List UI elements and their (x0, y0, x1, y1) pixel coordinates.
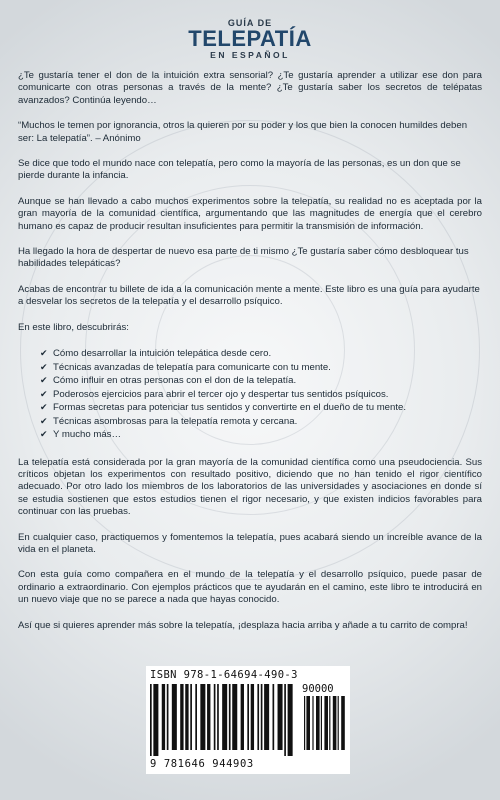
check-icon: ✔ (40, 361, 48, 372)
list-item: ✔ Formas secretas para potenciar tus sentidos y convertirte en el dueño de tu mente. (40, 402, 407, 414)
paragraph-quote: “Muchos le temen por ignorancia, otros la quieren por su poder y los que bien la conocen humildes deben ser: La telepatía”. – Anónimo (18, 120, 468, 144)
check-icon: ✔ (40, 348, 48, 359)
paragraph-intro: ¿Te gustaría tener el don de la intuición extra sensorial? ¿Te gustaría aprender a utilizar ese don para comunicarte con otras personas a través de la mente? ¿Te gustaría saber los secretos de telépatas avanzados? Continúa leyendo… (18, 70, 482, 106)
blurb-text (18, 70, 482, 645)
paragraph-list-intro: En este libro, descubrirás: (18, 321, 129, 333)
price-addon-number: 90000 (302, 683, 334, 695)
cover-header (0, 18, 500, 60)
check-icon: ✔ (40, 415, 48, 426)
list-item: ✔ Y mucho más… (40, 429, 122, 441)
ean-number: 9 781646 944903 (150, 758, 254, 770)
list-item: ✔ Cómo influir en otras personas con el don de la telepatía. (40, 375, 297, 387)
check-icon: ✔ (40, 402, 48, 413)
barcode-addon-bars-icon (304, 696, 346, 756)
check-icon: ✔ (40, 429, 48, 440)
paragraph-10: Con esta guía como compañera en el mundo de la telepatía y el desarrollo psíquico, puede pasar de ordinario a extraordinario. Con ejemplos prácticos que te ayudarán en el camino, este libro te introducirá en un nuevo viaje que no se parece a nada que hayas conocido. (18, 569, 482, 606)
header-title: TELEPATÍA (188, 26, 312, 51)
isbn-barcode (146, 666, 350, 774)
list-item: ✔ Técnicas avanzadas de telepatía para comunicarte con tu mente. (40, 361, 331, 373)
header-subtitle: EN ESPAÑOL (210, 50, 290, 60)
paragraph-9: En cualquier caso, practiquemos y fomentemos la telepatía, pues acabará siendo un increíble avance de la vida en el planeta. (18, 531, 482, 556)
paragraph-4: Aunque se han llevado a cabo muchos experimentos sobre la telepatía, su realidad no es aceptada por la gran mayoría de la comunidad científica, argumentando que las magnitudes de energía que el cerebro humano es capaz de producir resultan insuficientes para permitir la transmisión de información. (18, 195, 482, 232)
list-item: ✔ Técnicas asombrosas para la telepatía remota y cercana. (40, 415, 298, 427)
check-icon: ✔ (40, 388, 48, 399)
header-guide-label: GUÍA DE (227, 18, 273, 28)
isbn-label: ISBN 978-1-64694-490-3 (150, 669, 298, 681)
paragraph-call-to-action: Así que si quieres aprender más sobre la telepatía, ¡desplaza hacia arriba y añade a tu carrito de compra! (18, 619, 468, 631)
paragraph-3: Se dice que todo el mundo nace con telepatía, pero como la mayoría de las personas, es un don que se pierde durante la infancia. (18, 158, 461, 182)
check-icon: ✔ (40, 375, 48, 386)
paragraph-6: Acabas de encontrar tu billete de ida a la comunicación mente a mente. Este libro es una guía para ayudarte a desvelar los secretos de la telepatía y el desarrollo psíquico. (18, 283, 480, 308)
paragraph-8: La telepatía está considerada por la gran mayoría de la comunidad científica como una pseudociencia. Sus críticos objetan los experimentos con resultado positivo, diciendo que no han tenido el rigor científico adecuado. Por otro lado los miembros de los laboratorios de las universidades y asociaciones en donde sí se estudia sostienen que estos estudios tienen el rigor necesario, y que existen indicios favorables para continuar con las pruebas. (18, 456, 482, 518)
barcode-bars-icon (150, 684, 296, 756)
benefits-list (18, 347, 482, 442)
list-item: ✔ Poderosos ejercicios para abrir el tercer ojo y despertar tus sentidos psíquicos. (40, 388, 389, 400)
paragraph-5: Ha llegado la hora de despertar de nuevo esa parte de ti mismo ¿Te gustaría saber cómo desbloquear tus habilidades telepáticas? (18, 246, 469, 270)
list-item: ✔ Cómo desarrollar la intuición telepática desde cero. (40, 348, 272, 360)
